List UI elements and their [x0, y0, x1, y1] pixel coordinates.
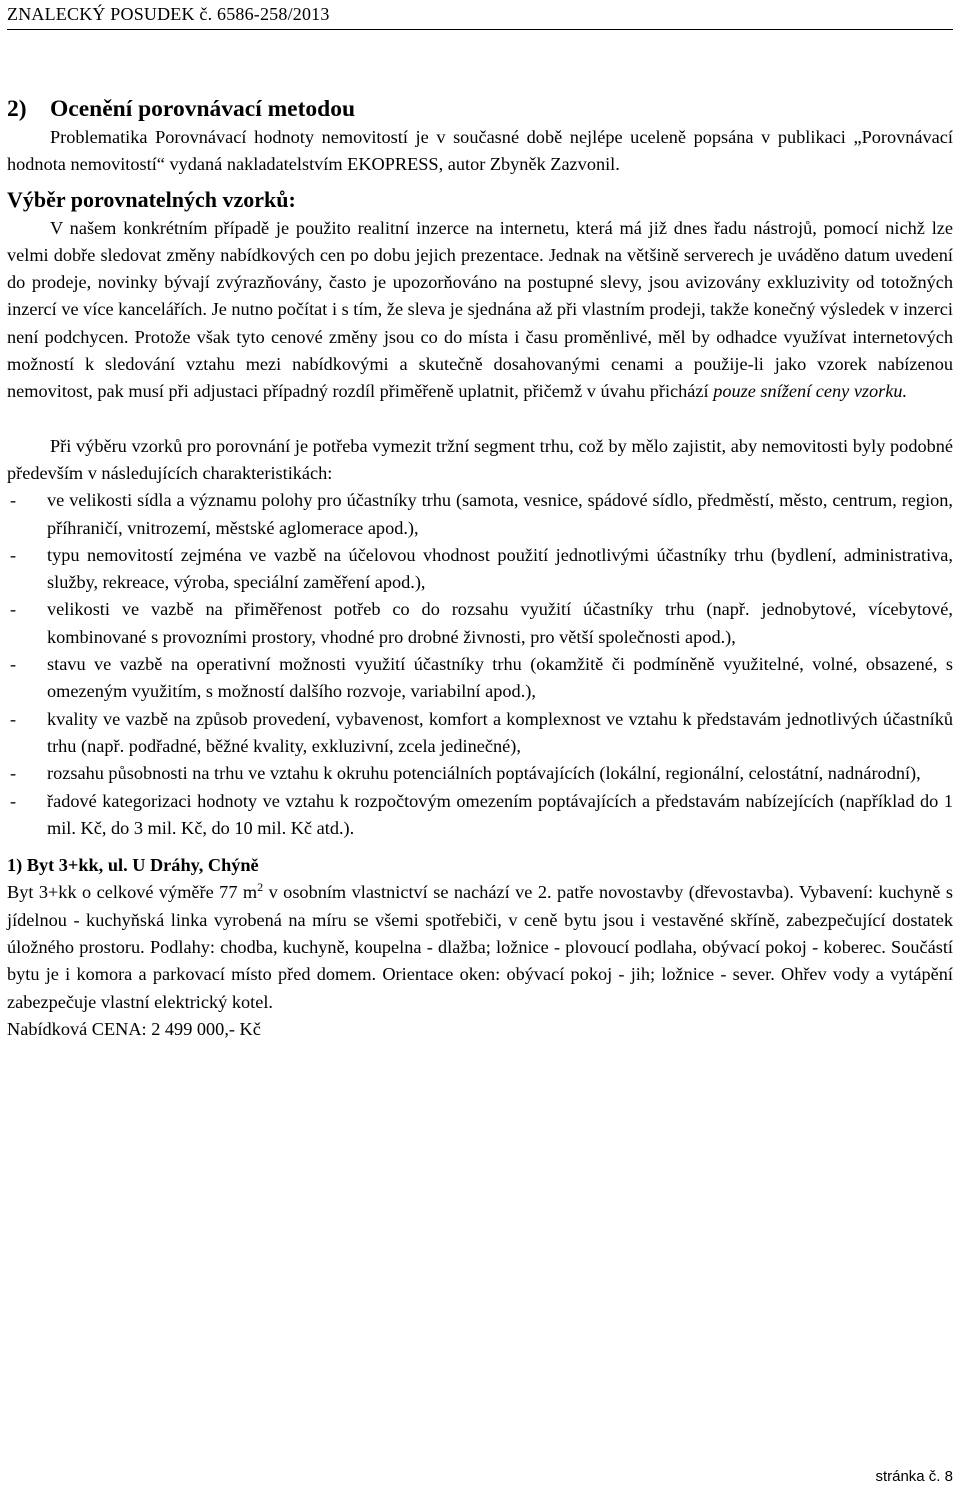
list-item-text: typu nemovitostí zejména ve vazbě na účelovou vhodnost použití jednotlivými účastníky trhu (bydlení, administrativa, služby, rekreace, výroba, speciální zaměření apod.), [47, 544, 953, 593]
page-header [7, 2, 953, 30]
list-item [7, 542, 953, 597]
section-heading [7, 94, 953, 124]
page-content [7, 94, 953, 1043]
paragraph-spacer [7, 406, 953, 433]
list-marker: - [10, 599, 17, 620]
property-description [7, 879, 953, 1015]
list-marker: - [10, 708, 17, 729]
section-title: Ocenění porovnávací metodou [50, 96, 356, 122]
list-item [7, 788, 953, 843]
list-marker: - [10, 763, 17, 784]
list-marker: - [10, 790, 17, 811]
property-heading: 1) Byt 3+kk, ul. U Dráhy, Chýně [7, 855, 259, 876]
samples-paragraph-emphasis: pouze snížení ceny vzorku. [713, 381, 908, 402]
list-item-text: stavu ve vazbě na operativní možnosti využití účastníky trhu (okamžitě či podmíněně využitelné, volné, obsazené, s omezeným využitím, s možností dalšího rozvoje, variabilní apod.), [47, 654, 953, 702]
section-number: 2) [7, 96, 27, 122]
list-item [7, 487, 953, 542]
criteria-list [7, 487, 953, 842]
samples-paragraph [7, 215, 953, 406]
list-marker: - [10, 654, 17, 675]
property-description-rest: v osobním vlastnictví se nachází ve 2. patře novostavby (dřevostavba). Vybavení: kuchyně s jídelnou - kuchyňská linka vyrobená na míru se všemi spotřebiči, v ceně bytu jsou i vestavěné skříně, zabezpečující dostatek úložného prostoru. Podlahy: chodba, kuchyně, koupelna - dlažba; ložnice - plovoucí podlaha, obývací pokoj - koberec. Součástí bytu je i komora a parkovací místo před domem. Orientace oken: obývací pokoj - jih; ložnice - sever. Ohřev vody a vytápění zabezpečuje vlastní elektrický kotel. [7, 882, 953, 1012]
document-title: ZNALECKÝ POSUDEK č. 6586-258/2013 [7, 4, 330, 24]
list-item [7, 706, 953, 761]
intro-paragraph: Problematika Porovnávací hodnoty nemovitostí je v současné době nejlépe uceleně popsána v publikaci „Porovnávací hodnota nemovitostí“ vydaná nakladatelstvím EKOPRESS, autor Zbyněk Zazvonil. [7, 127, 953, 175]
list-item-text: řadové kategorizaci hodnoty ve vztahu k rozpočtovým omezením poptávajících a představám nabízejících (například do 1 mil. Kč, do 3 mil. Kč, do 10 mil. Kč atd.). [47, 790, 953, 838]
page-number: stránka č. 8 [875, 1468, 953, 1485]
list-item [7, 760, 953, 787]
area-unit-exponent: 2 [257, 880, 264, 895]
property-price: Nabídková CENA: 2 499 000,- Kč [7, 1018, 261, 1039]
property-description-start: Byt 3+kk o celkové výměře 77 m [7, 882, 258, 903]
list-item [7, 596, 953, 651]
list-item-text: rozsahu působnosti na trhu ve vztahu k okruhu potenciálních poptávajících (lokální, regionální, celostátní, nadnárodní), [47, 763, 921, 784]
segment-paragraph: Při výběru vzorků pro porovnání je potřeba vymezit tržní segment trhu, což by mělo zajistit, aby nemovitosti byly podobné především v následujících charakteristikách: [7, 435, 953, 483]
list-item-text: kvality ve vazbě na způsob provedení, vybavenost, komfort a komplexnost ve vztahu k představám jednotlivých účastníků trhu (např. podřadné, běžné kvality, exkluzivní, zcela jedinečné), [47, 708, 953, 756]
samples-heading: Výběr porovnatelných vzorků: [7, 186, 296, 212]
list-marker: - [10, 490, 17, 511]
list-item-text: velikosti ve vazbě na přiměřenost potřeb co do rozsahu využití účastníky trhu (např. jednobytové, vícebytové, kombinované s provozními prostory, vhodné pro drobné živnosti, pro větší společnosti apod.), [47, 599, 953, 647]
list-marker: - [10, 544, 17, 565]
list-item [7, 651, 953, 706]
list-item-text: ve velikosti sídla a významu polohy pro účastníky trhu (samota, vesnice, spádové sídlo, předměstí, město, centrum, region, příhraničí, vnitrozemí, městské aglomerace apod.), [47, 490, 953, 538]
samples-paragraph-text: V našem konkrétním případě je použito realitní inzerce na internetu, která má již dnes řadu nástrojů, pomocí nichž lze velmi dobře sledovat změny nabídkových cen po dobu jejich prezentace. Jednak na většině serverech je uváděno datum uvedení do prodeje, novinky bývají zvýrazňovány, často je upozorňováno na postupné slevy, jsou avizovány exkluzivity od totožných inzercí ve více kancelářích. Je nutno počítat i s tím, že sleva je sjednána až při vlastním prodeji, takže konečný výsledek v inzerci není podchycen. Protože však tyto cenové změny jsou co do místa i času proměnlivé, měl by odhadce využívat internetových možností k sledování vztahu mezi nabídkovými a skutečně dosahovanými cenami a použije-li jako vzorek nabízenou nemovitost, pak musí při adjustaci případný rozdíl přiměřeně uplatnit, přičemž v úvahu přichází [7, 217, 953, 402]
